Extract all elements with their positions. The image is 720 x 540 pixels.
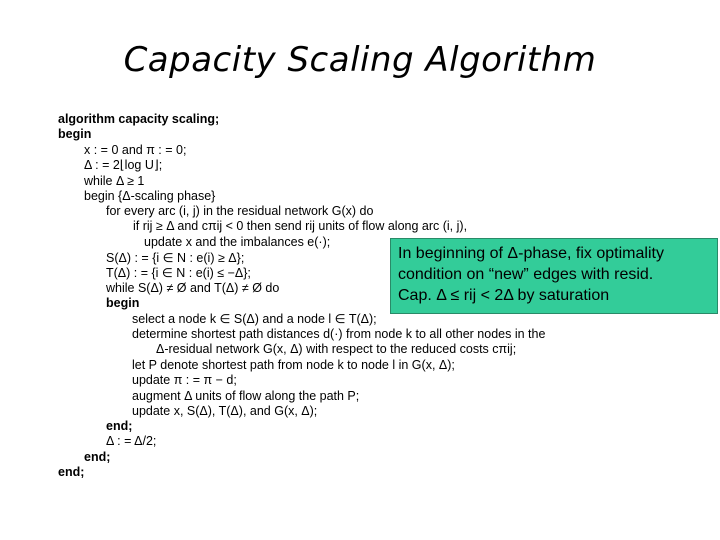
algo-line-4: Δ : = 2⌊log U⌋; <box>84 158 163 172</box>
algo-line-23: end; <box>84 450 111 464</box>
algo-line-10: S(Δ) : = {i ∈ N : e(i) ≥ Δ}; <box>106 251 245 265</box>
note-line-2: condition on “new” edges with resid. <box>398 266 654 283</box>
algo-line-20: update x, S(Δ), T(Δ), and G(x, Δ); <box>132 404 318 418</box>
note-line-3: Cap. Δ ≤ rij < 2Δ by saturation <box>398 287 610 304</box>
algo-line-8: if rij ≥ Δ and cπij < 0 then send rij units of flow along arc (i, j), <box>133 219 468 233</box>
algo-line-13: begin <box>106 296 140 310</box>
algo-line-6: begin {Δ-scaling phase} <box>84 189 216 203</box>
algo-line-2: begin <box>58 127 92 141</box>
algo-line-17: let P denote shortest path from node k to node l in G(x, Δ); <box>132 358 455 372</box>
algo-line-1: algorithm capacity scaling; <box>58 112 220 126</box>
slide-title: Capacity Scaling Algorithm <box>123 40 597 80</box>
callout-note <box>390 238 718 314</box>
algo-line-3: x : = 0 and π : = 0; <box>84 143 187 157</box>
note-line-1: In beginning of Δ-phase, fix optimality <box>398 245 664 262</box>
algo-line-22: Δ : = Δ/2; <box>106 434 157 448</box>
algo-line-11: T(Δ) : = {i ∈ N : e(i) ≤ −Δ}; <box>106 266 251 280</box>
algo-line-16: Δ-residual network G(x, Δ) with respect to the reduced costs cπij; <box>156 342 517 356</box>
algo-line-21: end; <box>106 419 133 433</box>
algo-line-15: determine shortest path distances d(·) from node k to all other nodes in the <box>132 327 546 341</box>
algo-line-24: end; <box>58 465 85 479</box>
algo-line-9: update x and the imbalances e(·); <box>144 235 331 249</box>
algo-line-7: for every arc (i, j) in the residual network G(x) do <box>106 204 374 218</box>
algo-line-18: update π : = π − d; <box>132 373 237 387</box>
algo-line-14: select a node k ∈ S(Δ) and a node l ∈ T(Δ); <box>132 312 377 326</box>
algo-line-12: while S(Δ) ≠ Ø and T(Δ) ≠ Ø do <box>106 281 280 295</box>
algo-line-19: augment Δ units of flow along the path P; <box>132 389 360 403</box>
algo-line-5: while Δ ≥ 1 <box>84 174 145 188</box>
